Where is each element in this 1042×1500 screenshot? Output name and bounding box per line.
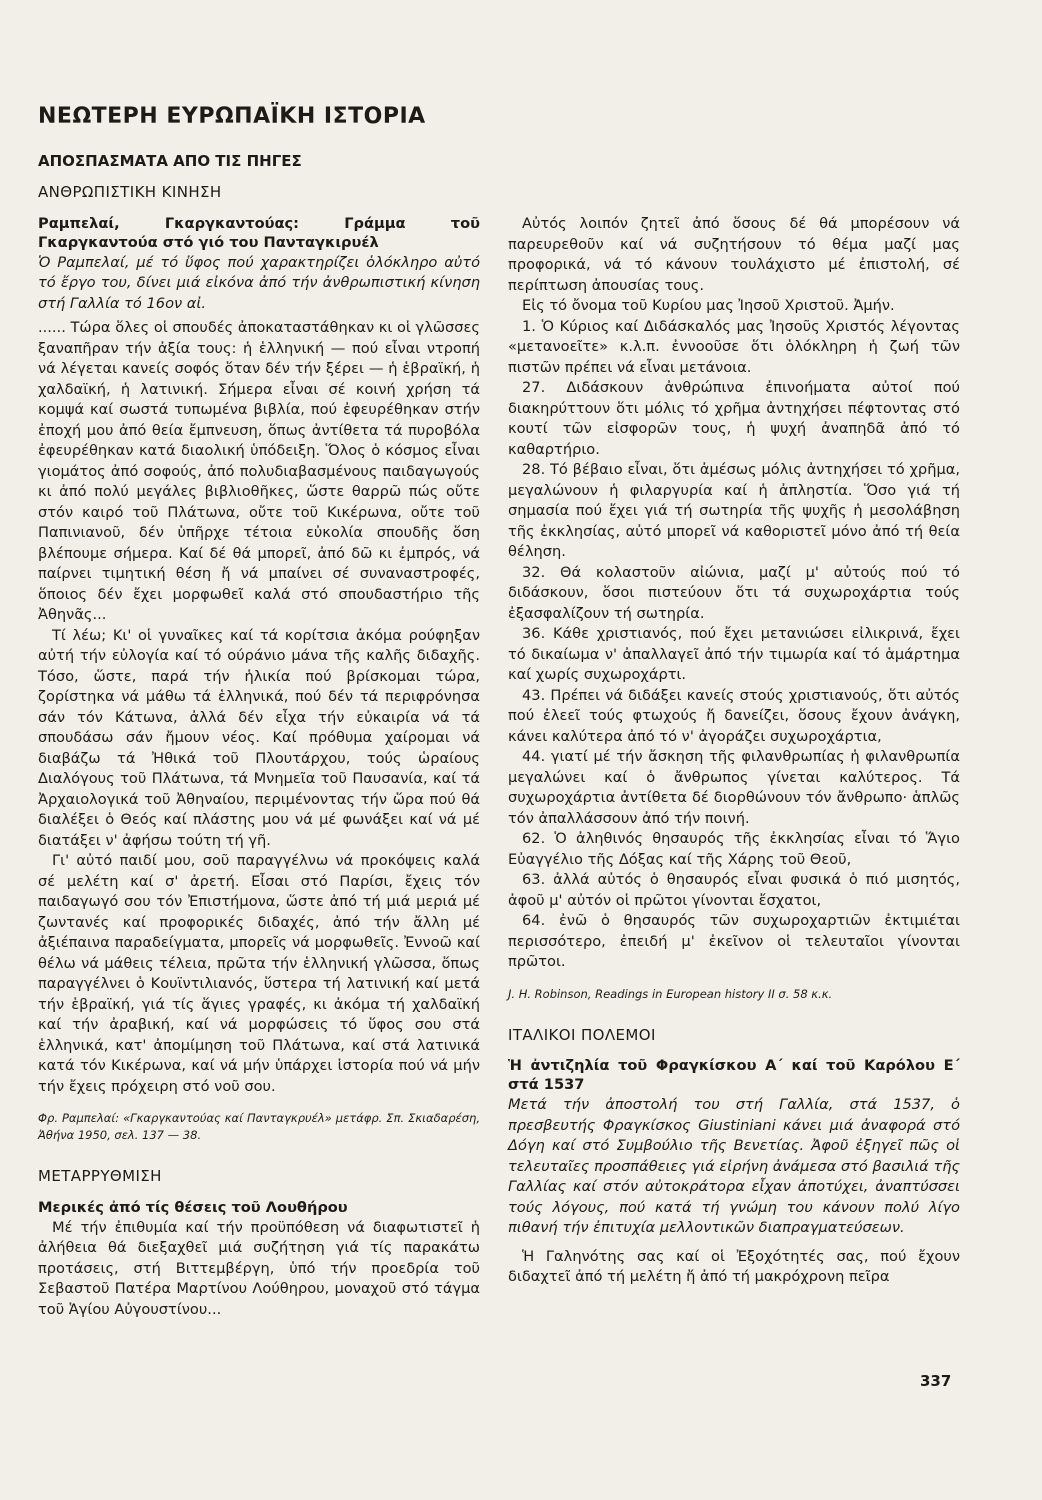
thesis: 36. Κάθε χριστιανός, πού ἔχει μετανιώσει εἰλικρινά, ἔχει τό δικαίωμα ν' ἀπαλλαγεῖ ἀπό τήν τιμωρία καί τό ἁμάρτημα καί χωρίς συχωροχάρτι. <box>508 625 960 683</box>
paragraph: ...... Τώρα ὅλες οἱ σπουδές ἀποκαταστάθηκαν κι οἱ γλῶσσες ξαναπῆραν τήν ἀξία τους: ἡ ἑλληνική — πού εἶναι ντροπή νά λέγεται κανείς σοφός ὅταν δέν τήν ξέρει — ἡ ἑβραϊκή, ἡ χαλδαϊκή, ἡ λατινική. Σήμερα εἶναι σέ κοινή χρήση τά κομψά καί σωστά τυπωμένα βιβλία, πού ἐφευρέθηκαν στήν ἐποχή μου ἀπό θεία ἔμπνευση, ὅπως ἀντίθετα τά πυροβόλα ἐφευρέθηκαν κατά διαολική ὑπόδειξη. Ὅλος ὁ κόσμος εἶναι γιομάτος ἀπό σοφούς, ἀπό πολυδιαβασμένους παιδαγωγούς κι ἀπό πολύ μεγάλες βιβλιοθῆκες, ὥστε θαρρῶ πώς οὔτε στόν καιρό τοῦ Πλάτωνα, οὔτε τοῦ Κικέρωνα, οὔτε τοῦ Παπινιανοῦ, δέν ὑπῆρχε τέτοια εὐκολία σπουδῆς ὅση βλέπουμε σήμερα. Καί δέ θά μπορεῖ, ἀπό δῶ κι ἐμπρός, νά παίρνει τιμητική θέση ἤ νά μπαίνει σέ συναναστροφές, ὅποιος δέν ἔχει μορφωθεῖ καλά στό σπουδαστήριο τῆς Ἀθηνᾶς... <box>38 319 480 623</box>
thesis: 1. Ὁ Κύριος καί Διδάσκαλός μας Ἰησοῦς Χριστός λέγοντας «μετανοεῖτε» κ.λ.π. ἐννοοῦσε ὅτι ὁλόκληρη ἡ ζωή τῶν πιστῶν πρέπει νά εἶναι μετάνοια. <box>508 317 960 376</box>
thesis: 64. ἐνῶ ὁ θησαυρός τῶν συχωροχαρτιῶν ἐκτιμιέται περισσότερο, ἐπειδή μ' ἐκεῖνον οἱ τελευταῖοι γίνονται πρῶτοι. <box>508 912 960 970</box>
article-title-rabelais: Ραμπελαί, Γκαργκαντούας: Γράμμα τοῦ Γκαργκαντούα στό γιό του Πανταγκιρυέλ <box>38 214 480 251</box>
thesis: 28. Τό βέβαιο εἶναι, ὅτι ἀμέσως μόλις ἀντηχήσει τό χρῆμα, μεγαλώνουν ἡ φιλαργυρία καί ἡ ἀπληστία. Ὅσο γιά τή σημασία πού ἔχει γιά τή σωτηρία τῆς ψυχῆς ἡ μεσολάβηση τῆς ἐκκλησίας, αὐτό μπορεῖ νά καθοριστεῖ μόνο ἀπό τή θεία θέληση. <box>508 461 960 560</box>
paragraph: Εἰς τό ὄνομα τοῦ Κυρίου μας Ἰησοῦ Χριστοῦ. Ἀμήν. <box>522 297 895 314</box>
article-title-luther: Μερικές ἀπό τίς θέσεις τοῦ Λουθήρου <box>38 1198 348 1216</box>
thesis: 43. Πρέπει νά διδάξει κανείς στούς χριστιανούς, ὅτι αὐτός πού ἐλεεῖ τούς φτωχούς ἤ δανείζει, ὅσους ἔχουν ἀνάγκη, κάνει καλύτερα ἀπό τό ν' ἀγοράζει συχωροχάρτια, <box>508 686 960 745</box>
page-title: ΝΕΩΤΕΡΗ ΕΥΡΩΠΑΪΚΗ ΙΣΤΟΡΙΑ <box>38 104 426 129</box>
article-intro-rabelais: Ὁ Ραμπελαί, μέ τό ὕφος πού χαρακτηρίζει ὁλόκληρο αὐτό τό ἔργο του, δίνει μιά εἰκόνα ἀπό τήν ἀνθρωπιστική κίνηση στή Γαλλία τό 16ον αἰ. <box>38 253 480 312</box>
article-intro-giustiniani: Μετά τήν ἀποστολή του στή Γαλλία, στά 1537, ὁ πρεσβευτής Φραγκίσκος Giustiniani κάνει μιά ἀναφορά στό Δόγη καί στό Συμβούλιο τῆς Βενετίας. Ἀφοῦ ἐξηγεῖ πῶς οἱ τελευταῖες προσπάθειες γιά εἰρήνη ἀνάμεσα στό βασιλιά τῆς Γαλλίας καί στόν αὐτοκράτορα εἶχαν ἀποτύχει, ἀναπτύσσει τούς λόγους, πού κατά τή γνώμη του κάνουν πολύ λίγο πιθανή τήν ἐπιτυχία μελλοντικῶν διαπραγματεύσεων. <box>508 1096 961 1236</box>
thesis: 27. Διδάσκουν ἀνθρώπινα ἐπινοήματα αὐτοί πού διακηρύττουν ὅτι μόλις τό χρῆμα ἀντηχήσει πέφτοντας στό κουτί τῶν εἰσφορῶν τους, ἡ ψυχή ἀναπηδᾶ ἀπό τό καθαρτήριο. <box>508 379 960 458</box>
page-number: 337 <box>920 1372 952 1390</box>
thesis: 62. Ὁ ἀληθινός θησαυρός τῆς ἐκκλησίας εἶναι τό Ἅγιο Εὐαγγέλιο τῆς Δόξας καί τῆς Χάρης τοῦ Θεοῦ, <box>508 830 960 868</box>
paragraph: Τί λέω; Κι' οἱ γυναῖκες καί τά κορίτσια ἀκόμα ρούφηξαν αὐτή τήν εὐλογία καί τό ούράνιο μάνα τῆς καλῆς διδαχῆς. Τόσο, ὥστε, παρά τήν ἡλικία πού βρίσκομαι τώρα, ζορίστηκα νά μάθω τά ἑλληνικά, πού δέν τά περιφρόνησα σάν τόν Κάτωνα, ἀλλά δέν εἶχα τήν εὐκαιρία νά τά σπουδάσω σάν ἤμουν νέος. Καί πρόθυμα χαίρομαι νά διαβάζω τά Ἠθικά τοῦ Πλουτάρχου, τούς ὡραίους Διαλόγους τοῦ Πλάτωνα, τά Μνημεῖα τοῦ Παυσανία, καί τά Ἀρχαιολογικά τοῦ Ἀθηναίου, περιμένοντας τήν ὥρα πού θά διαλέξει ὁ Θεός καί πλάστης μου νά μέ φωνάξει καί νά μέ διατάξει ν' ἀφήσω τούτη τή γῆ. <box>38 626 480 849</box>
section-heading-italian-wars: ΙΤΑΛΙΚΟΙ ΠΟΛΕΜΟΙ <box>508 1025 656 1044</box>
thesis: 63. ἀλλά αὐτός ὁ θησαυρός εἶναι φυσικά ὁ πιό μισητός, ἀφοῦ μ' αὐτόν οἱ πρῶτοι γίνονται ἔσχατοι, <box>508 871 960 909</box>
source-citation: Φρ. Ραμπελαί: «Γκαργκαντούας καί Πανταγκρυέλ» μετάφρ. Σπ. Σκιαδαρέση, Ἀθήνα 1950, σελ. 137 — 38. <box>38 1111 480 1142</box>
thesis: 44. γιατί μέ τήν ἄσκηση τῆς φιλανθρωπίας ἡ φιλανθρωπία μεγαλώνει καί ὁ ἄνθρωπος γίνεται καλύτερος. Τά συχωροχάρτια ἀντίθετα δέ διορθώνουν τόν ἄνθρωπο· ἁπλῶς τόν ἀπαλλάσσουν ἀπό τήν ποινή. <box>508 748 960 827</box>
paragraph: Ἡ Γαληνότης σας καί οἱ Ἐξοχότητές σας, πού ἔχουν διδαχτεῖ ἀπό τή μελέτη ἤ ἀπό τή μακρόχρονη πεῖρα <box>508 1247 960 1285</box>
paragraph: Αὐτός λοιπόν ζητεῖ ἀπό ὅσους δέ θά μπορέσουν νά παρευρεθοῦν καί νά συζητήσουν τό θέμα μαζί μας προφορικά, νά τό κάνουν τουλάχιστο μέ ἐπιστολή, σέ περίπτωση ἀπουσίας τους. <box>508 215 960 294</box>
paragraph: Γι' αὐτό παιδί μου, σοῦ παραγγέλνω νά προκόψεις καλά σέ μελέτη καί σ' ἀρετή. Εἶσαι στό Παρίσι, ἔχεις τόν παιδαγωγό σου τόν Ἐπιστήμονα, ὥστε ἀπό τή μιά μεριά μέ ζωντανές καί προφορικές διδαχές, ἀπό τήν ἄλλη μέ ἀξιέπαινα παραδείγματα, μπορεῖς νά μορφωθεῖς. Ἐννοῶ καί θέλω νά μάθεις τέλεια, πρῶτα τήν ἑλληνική γλῶσσα, ὅπως παραγγέλνει ὁ Κουϊντιλιανός, ὕστερα τή λατινική καί μετά τήν ἑβραϊκή, γιά τίς ἅγιες γραφές, κι ἀκόμα τή χαλδαϊκή καί τήν ἀραβική, καί νά μορφώσεις τό ὕφος σου στά ἑλληνικά, κατ' ἀπομίμηση τοῦ Πλάτωνα, καί στά λατινικά κατά τόν Κικέρωνα, καί νά μήν ὑπάρχει ἱστορία πού νά μήν τήν ἔχεις πρόχειρη στό νοῦ σου. <box>38 852 480 1095</box>
section-heading-humanism: ΑΝΘΡΩΠΙΣΤΙΚΗ ΚΙΝΗΣΗ <box>38 183 222 201</box>
left-column <box>38 182 480 1320</box>
article-title-rivalry: Ἡ ἀντιζηλία τοῦ Φραγκίσκου Α΄ καί τοῦ Καρόλου Ε΄ στά 1537 <box>508 1057 960 1093</box>
thesis: 32. Θά κολαστοῦν αἰώνια, μαζί μ' αὐτούς πού τό διδάσκουν, ὅσοι πιστεύουν ὅτι τά συχωροχάρτια τούς ἐξασφαλίζουν τή σωτηρία. <box>508 563 960 622</box>
right-column <box>508 214 960 1288</box>
page-subtitle: ΑΠΟΣΠΑΣΜΑΤΑ ΑΠΟ ΤΙΣ ΠΗΓΕΣ <box>38 152 302 170</box>
paragraph: Μέ τήν ἐπιθυμία καί τήν προϋπόθεση νά διαφωτιστεῖ ἡ ἀλήθεια θά διεξαχθεῖ μιά συζήτηση γιά τίς παρακάτω προτάσεις, στή Βιττεμβέργη, ὑπό τήν προεδρία τοῦ Σεβαστοῦ Πατέρα Μαρτίνου Λούθηρου, μοναχοῦ στό τάγμα τοῦ Ἁγίου Αὐγουστίνου... <box>38 1218 480 1318</box>
source-citation: J. H. Robinson, Readings in European history II σ. 58 κ.κ. <box>508 986 833 1001</box>
section-heading-reformation: ΜΕΤΑΡΡΥΘΜΙΣΗ <box>38 1167 162 1185</box>
